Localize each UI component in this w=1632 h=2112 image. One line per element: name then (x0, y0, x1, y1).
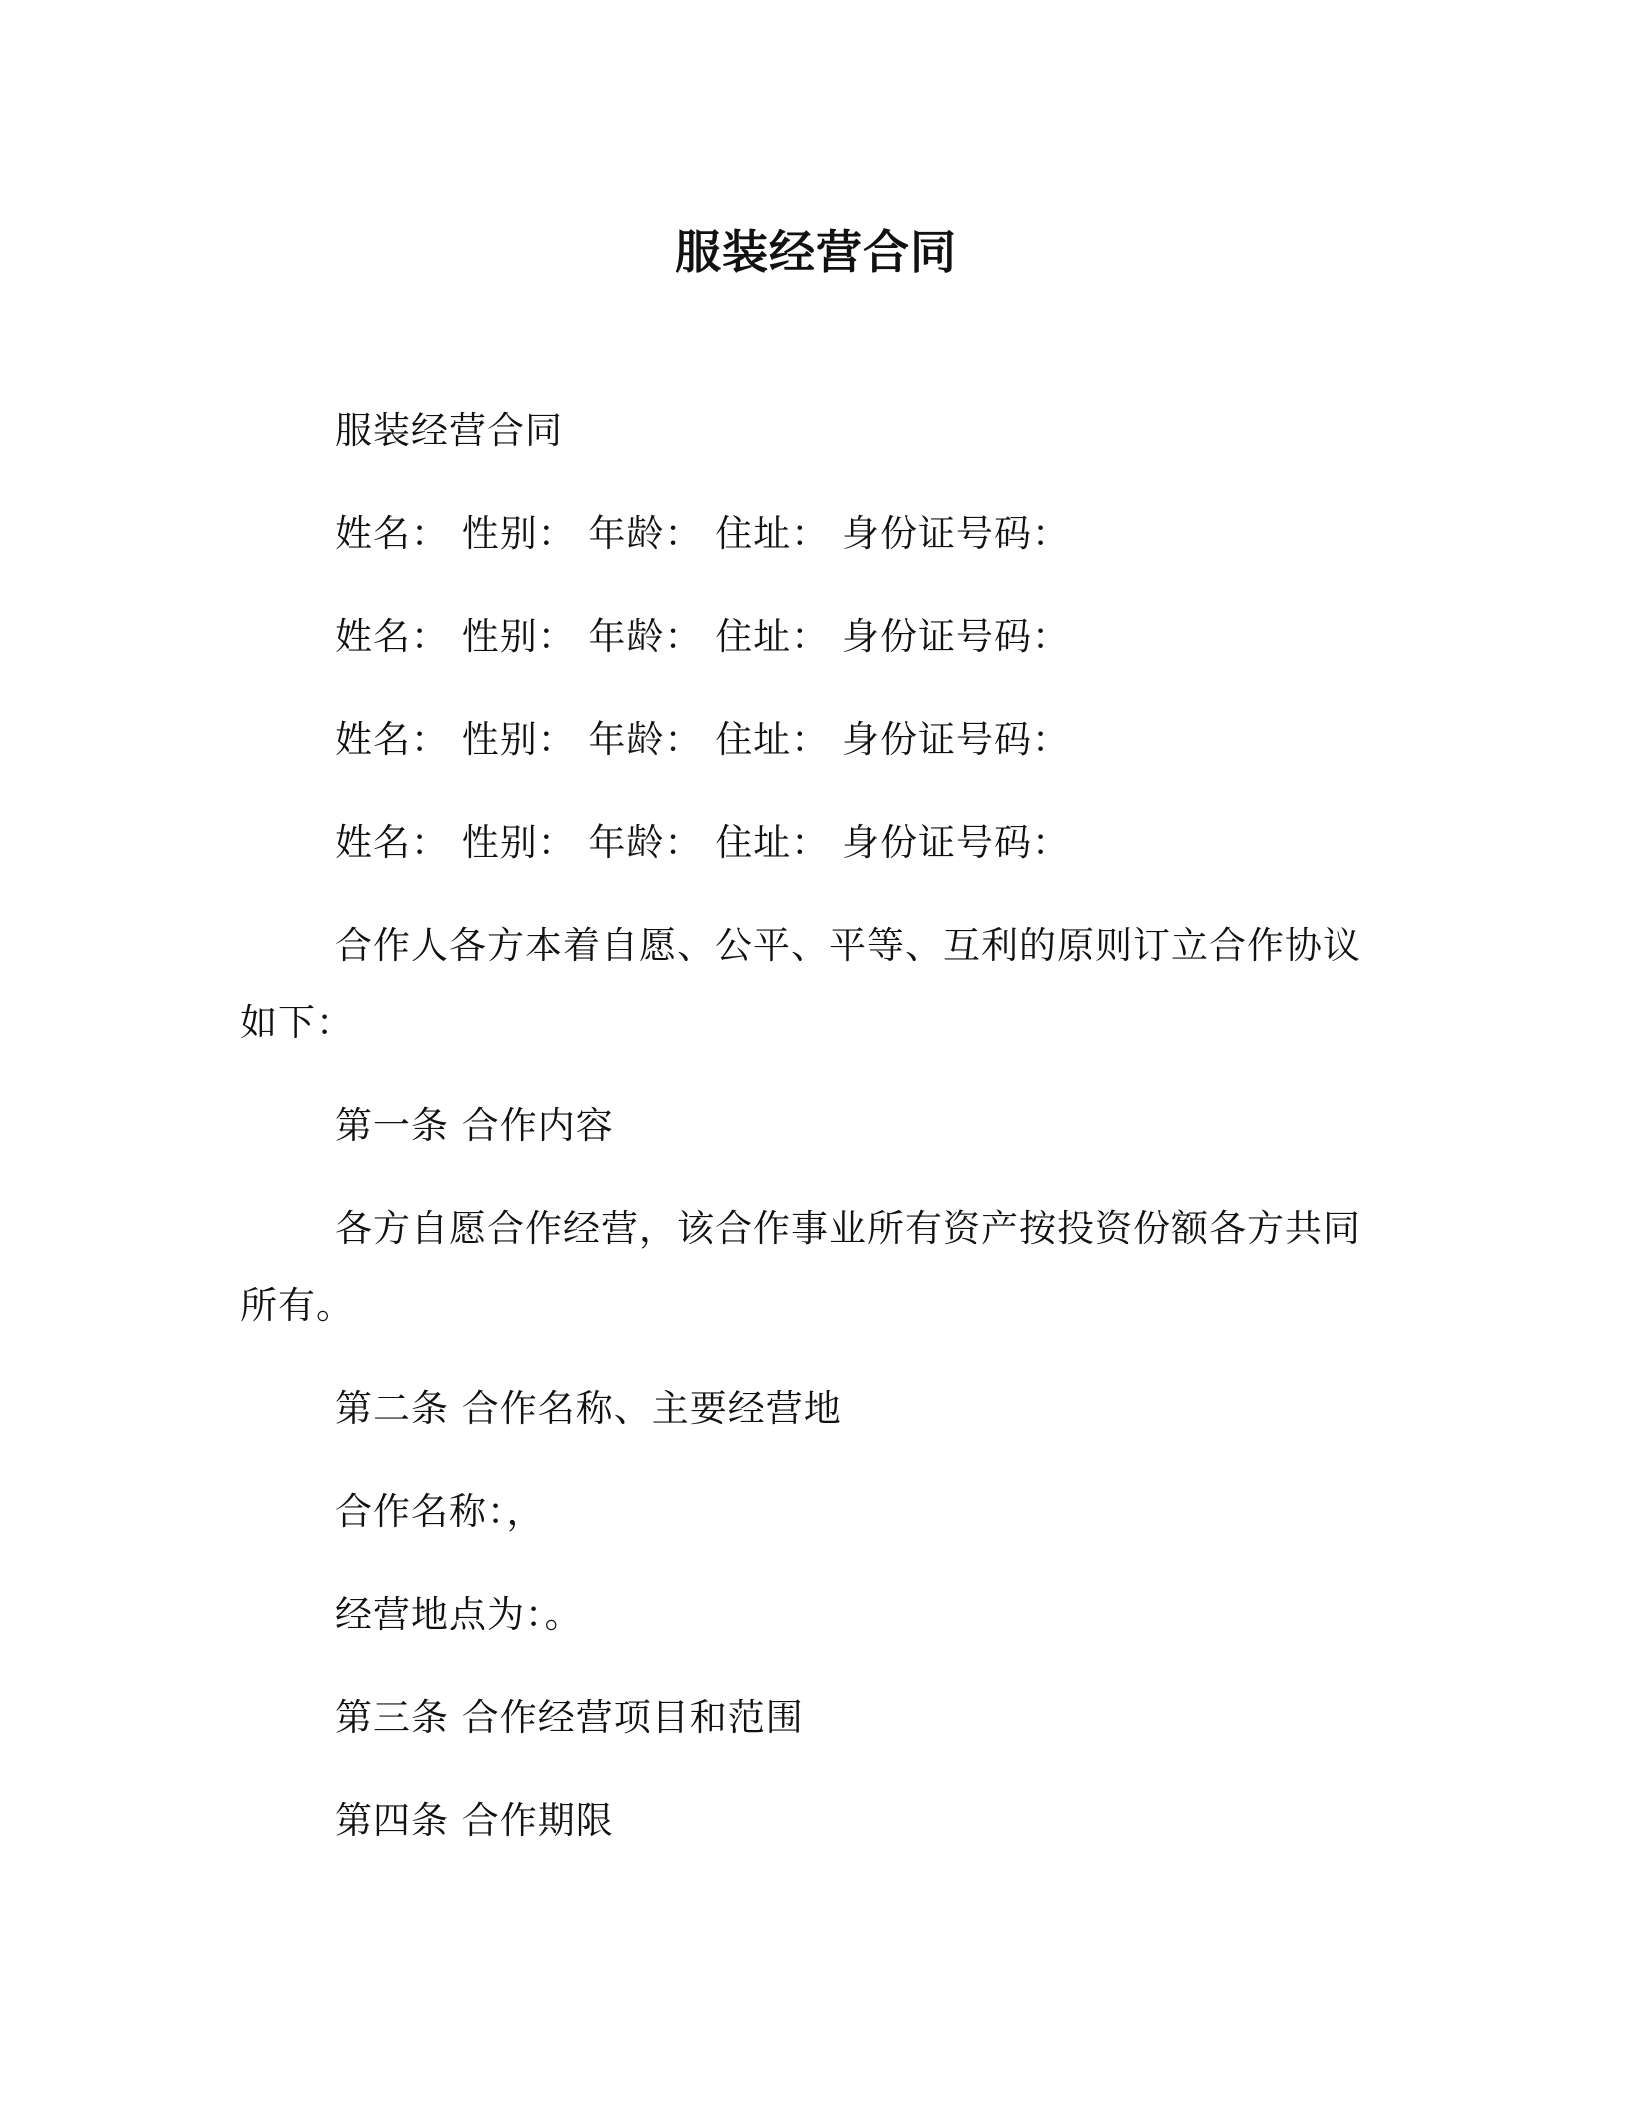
paragraph-preamble: 合作人各方本着自愿、公平、平等、互利的原则订立合作协议如下： (240, 924, 1361, 1044)
paragraph-party-info-4: 姓名： 性别： 年龄： 住址： 身份证号码： (335, 821, 1071, 864)
article-2-heading: 第二条 合作名称、主要经营地 (335, 1387, 842, 1430)
document-body (240, 392, 1390, 1885)
paragraph-party-info-1: 姓名： 性别： 年龄： 住址： 身份证号码： (335, 512, 1071, 555)
paragraph-party-info-3: 姓名： 性别： 年龄： 住址： 身份证号码： (335, 718, 1071, 761)
article-1-heading: 第一条 合作内容 (335, 1104, 614, 1147)
article-1-text: 各方自愿合作经营，该合作事业所有资产按投资份额各方共同所有。 (240, 1207, 1361, 1327)
cooperation-name-line: 合作名称：， (335, 1490, 545, 1533)
document-title: 服装经营合同 (675, 225, 957, 279)
business-location-line: 经营地点为：。 (335, 1593, 583, 1636)
paragraph-subtitle: 服装经营合同 (335, 409, 563, 452)
article-4-heading: 第四条 合作期限 (335, 1799, 614, 1842)
article-3-heading: 第三条 合作经营项目和范围 (335, 1696, 804, 1739)
paragraph-party-info-2: 姓名： 性别： 年龄： 住址： 身份证号码： (335, 615, 1071, 658)
